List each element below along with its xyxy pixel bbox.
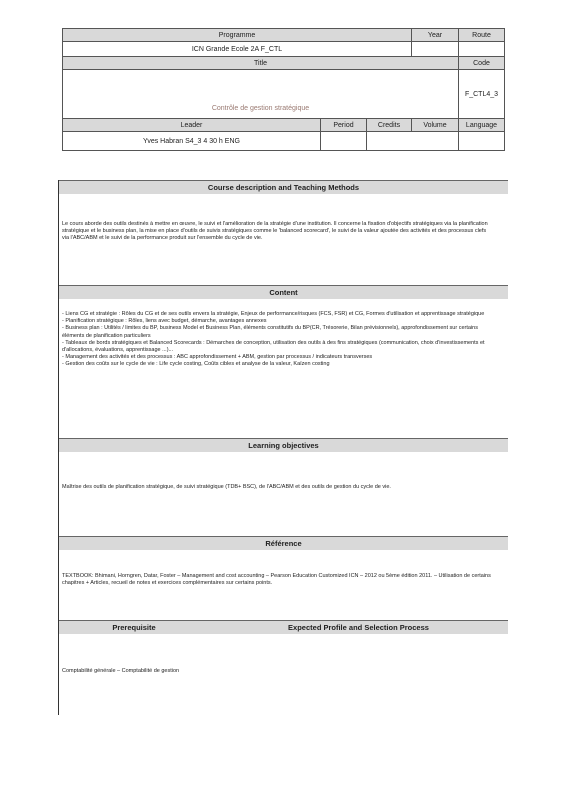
credits-label: Credits bbox=[367, 119, 412, 132]
route-value bbox=[459, 42, 505, 57]
volume-cell bbox=[412, 132, 459, 151]
language-cell bbox=[459, 132, 505, 151]
expected-profile-heading: Expected Profile and Selection Process bbox=[288, 623, 429, 632]
leader-row: Yves Habran S4_3 4 30 h ENG bbox=[63, 132, 321, 151]
reference-text: TEXTBOOK: Bhimani, Horngren, Datar, Foster – Management and cost accounting – Pearson Education Customized ICN – 2012 ou 5ème édition 2011. – Utilisation de certains chapitres + Articles, recueil de notes et exercices complémentaires sur certains points. bbox=[62, 573, 491, 587]
credits-cell bbox=[367, 132, 412, 151]
volume-label: Volume bbox=[412, 119, 459, 132]
course-description-text: Le cours aborde des outils destinés à mettre en œuvre, le suivi et l'amélioration de la stratégie d'une institution. Il concerne la fixation d'objectifs stratégiques via la planification stratégique et le business plan, la mise en place d'outils de suivis stratégiques comme le 'balanced scorecard', le suivi de la valeur ajoutée des activités et des processus clefs via l'ABC/ABM et le suivi de la performance produit sur l'ensemble du cycle de vie. bbox=[62, 221, 488, 242]
language-label: Language bbox=[459, 119, 505, 132]
course-description-heading: Course description and Teaching Methods bbox=[59, 180, 508, 194]
leader-label: Leader bbox=[63, 119, 321, 132]
route-label: Route bbox=[459, 29, 505, 42]
course-sections bbox=[58, 180, 508, 715]
programme-value: ICN Grande Ecole 2A F_CTL bbox=[63, 42, 412, 57]
title-label: Title bbox=[63, 57, 459, 70]
prerequisite-heading-row bbox=[59, 620, 508, 634]
period-cell bbox=[321, 132, 367, 151]
learning-objectives-heading: Learning objectives bbox=[59, 438, 508, 452]
content-item: - Gestion des coûts sur le cycle de vie : Life cycle costing, Coûts cibles et analyse de la valeur, Kaïzen costing bbox=[62, 361, 330, 368]
course-code: F_CTL4_3 bbox=[459, 70, 505, 119]
content-item: - Management des activités et des processus : ABC approfondissement + ABM, gestion par processus / indicateurs transverses bbox=[62, 354, 373, 361]
content-item: - Business plan : Utilités / limites du BP, business Model et Business Plan, éléments constitutifs du BP(CR, Trésorerie, Bilan prévisionnels), approfondissement sur certains éléments de planification particuliers bbox=[62, 325, 478, 339]
reference-heading: Référence bbox=[59, 536, 508, 550]
course-title: Contrôle de gestion stratégique bbox=[63, 70, 459, 119]
content-item: - Planification stratégique : Rôles, liens avec budget, démarche, avantages annexes bbox=[62, 318, 267, 325]
period-label: Period bbox=[321, 119, 367, 132]
prerequisite-text: Comptabilité générale – Comptabilité de gestion bbox=[62, 668, 180, 674]
content-heading: Content bbox=[59, 285, 508, 299]
content-item: - Tableaux de bords stratégiques et Balanced Scorecards : Démarches de conception, utilisation des outils à des fins stratégiques (communication, choix d'investissements et d'allocations, évaluations, apprentissage ...)... bbox=[62, 339, 485, 354]
course-header-table bbox=[62, 28, 505, 151]
year-value bbox=[412, 42, 459, 57]
prerequisite-heading: Prerequisite bbox=[112, 623, 156, 632]
year-label: Year bbox=[412, 29, 459, 42]
content-list bbox=[62, 311, 492, 369]
programme-label: Programme bbox=[63, 29, 412, 42]
learning-objectives-text: Maîtrise des outils de planification stratégique, de suivi stratégique (TDB+ BSC), de l'ABC/ABM et des outils de gestion du cycle de vie. bbox=[62, 484, 391, 490]
content-item: - Liens CG et stratégie : Rôles du CG et de ses outils envers la stratégie, Enjeux de performance/risques (FCS, FSR) et CG, Formes d'utilisation et apprentissage stratégique bbox=[62, 311, 485, 317]
code-label: Code bbox=[459, 57, 505, 70]
